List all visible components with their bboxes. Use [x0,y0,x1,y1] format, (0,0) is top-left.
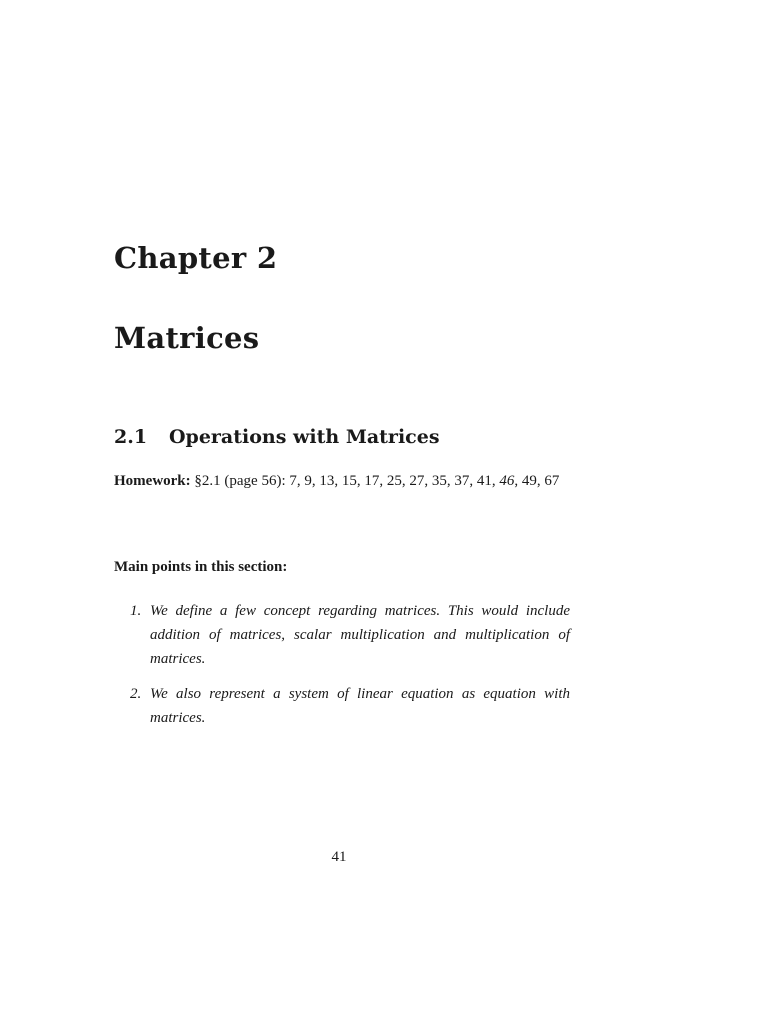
list-item [130,599,570,671]
chapter-label: Chapter 2 [114,241,278,275]
section-heading [114,426,440,448]
homework-paragraph [114,472,574,491]
chapter-title: Matrices [114,321,260,355]
list-item [130,682,570,730]
main-points-list [130,599,570,741]
homework-text-before: §2.1 (page 56): 7, 9, 13, 15, 17, 25, 27, 35, 37, 41, [190,473,500,489]
list-item-text: We define a few concept regarding matrices. This would include addition of matrices, scalar multiplication and multiplication of matrices. [150,603,570,667]
list-item-marker: 1. [130,603,142,619]
homework-label: Homework: [114,473,191,489]
page-number: 41 [331,849,347,865]
list-item-marker: 2. [130,686,142,702]
section-title: Operations with Matrices [169,426,440,448]
homework-text-after: , 49, 67 [514,473,560,489]
homework-italic-item: 46 [499,473,515,489]
list-item-text: We also represent a system of linear equation as equation with matrices. [150,686,570,726]
main-points-heading: Main points in this section: [114,559,288,575]
section-number: 2.1 [114,426,148,448]
